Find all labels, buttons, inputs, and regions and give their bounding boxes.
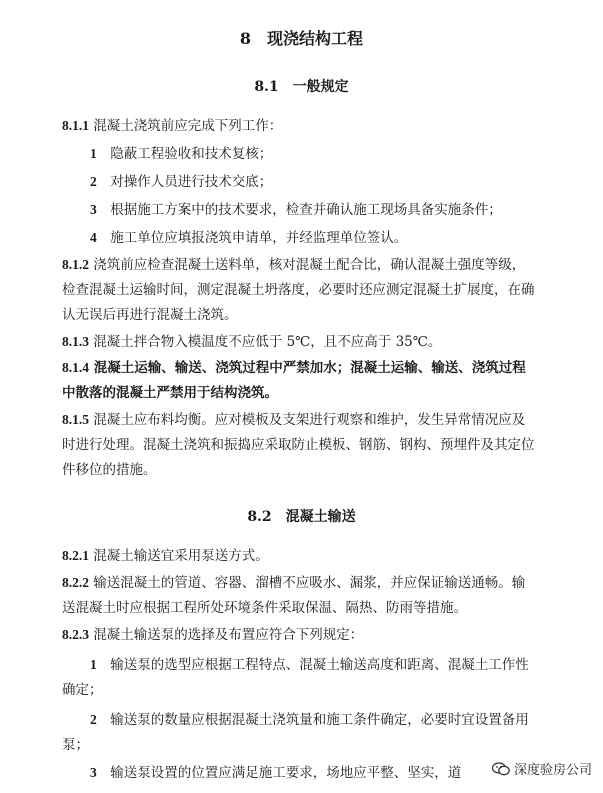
clause-text: 混凝土拌合物入模温度不应低于 5℃，且不应高于 35℃。 bbox=[93, 334, 442, 350]
clause-text: 浇筑前应检查混凝土送料单，核对混凝土配合比，确认混凝土强度等级， bbox=[93, 257, 526, 273]
item-number: 3 bbox=[90, 765, 97, 780]
wechat-icon bbox=[492, 762, 510, 776]
list-item bbox=[90, 172, 272, 192]
item-text: 隐蔽工程验收和技术复核； bbox=[110, 146, 273, 162]
clause-8-1-3 bbox=[62, 332, 441, 352]
clause-text-line: 送混凝土时应根据工程所处环境条件采取保温、隔热、防雨等措施。 bbox=[62, 600, 467, 616]
clause-8-1-4 bbox=[62, 358, 526, 378]
item-number: 4 bbox=[90, 230, 97, 245]
item-text: 输送泵的数量应根据混凝土浇筑量和施工条件确定，必要时宜设置备用 bbox=[110, 712, 529, 728]
list-item bbox=[90, 710, 529, 730]
clause-text: 输送混凝土的管道、容器、溜槽不应吸水、漏浆，并应保证输送通畅。输 bbox=[93, 575, 526, 591]
item-text: 对操作人员进行技术交底； bbox=[110, 174, 273, 190]
clause-8-1-1 bbox=[62, 116, 282, 136]
section-heading-8-2 bbox=[0, 506, 603, 526]
clause-text: 混凝土输送宜采用泵送方式。 bbox=[93, 548, 269, 564]
item-text: 根据施工方案中的技术要求，检查并确认施工现场具备实施条件； bbox=[110, 202, 502, 218]
list-item bbox=[90, 228, 407, 248]
item-text: 施工单位应填报浇筑申请单，并经监理单位签认。 bbox=[110, 230, 408, 246]
clause-8-2-2 bbox=[62, 573, 525, 593]
clause-text: 混凝土运输、输送、浇筑过程中严禁加水；混凝土运输、输送、浇筑过程 bbox=[93, 360, 526, 376]
clause-text: 混凝土应布料均衡。应对模板及支架进行观察和维护，发生异常情况应及 bbox=[93, 412, 526, 428]
clause-8-1-5 bbox=[62, 410, 525, 430]
clause-number: 8.2.2 bbox=[62, 575, 89, 590]
clause-text-line: 确定； bbox=[62, 682, 103, 698]
item-number: 1 bbox=[90, 146, 97, 161]
clause-text: 混凝土浇筑前应完成下列工作： bbox=[93, 118, 283, 134]
clause-text-line: 时进行处理。混凝土浇筑和振捣应采取防止模板、钢筋、钢构、预埋件及其定位 bbox=[62, 437, 535, 453]
clause-number: 8.1.3 bbox=[62, 334, 89, 349]
item-text: 输送泵的选型应根据工程特点、混凝土输送高度和距离、混凝土工作性 bbox=[110, 657, 529, 673]
list-item bbox=[90, 763, 461, 783]
chapter-title: 8 现浇结构工程 bbox=[239, 29, 364, 48]
clause-number: 8.1.5 bbox=[62, 412, 89, 427]
item-text: 输送泵设置的位置应满足施工要求，场地应平整、坚实，道 bbox=[110, 765, 462, 781]
clause-text-line: 中散落的混凝土严禁用于结构浇筑。 bbox=[62, 385, 278, 401]
list-item bbox=[90, 144, 272, 164]
watermark-text: 深度验房公司 bbox=[513, 763, 592, 778]
item-number: 2 bbox=[90, 712, 97, 727]
clause-number: 8.1.1 bbox=[62, 118, 89, 133]
list-item bbox=[90, 655, 529, 675]
clause-number: 8.2.1 bbox=[62, 548, 89, 563]
clause-number: 8.2.3 bbox=[62, 627, 89, 642]
item-number: 1 bbox=[90, 657, 97, 672]
clause-text-line: 认无误后再进行混凝土浇筑。 bbox=[62, 307, 238, 323]
list-item bbox=[90, 200, 502, 220]
clause-text-line: 泵； bbox=[62, 737, 89, 753]
item-number: 3 bbox=[90, 202, 97, 217]
clause-8-2-1 bbox=[62, 546, 269, 566]
section-title: 混凝土输送 bbox=[285, 509, 356, 525]
item-number: 2 bbox=[90, 174, 97, 189]
clause-number: 8.1.4 bbox=[62, 360, 89, 375]
section-number: 8.1 bbox=[254, 79, 279, 95]
clause-8-2-3 bbox=[62, 625, 363, 645]
section-heading-8-1 bbox=[0, 76, 603, 96]
watermark bbox=[489, 758, 595, 779]
section-title: 一般规定 bbox=[292, 79, 349, 95]
clause-text-line: 检查混凝土运输时间，测定混凝土坍落度，必要时还应测定混凝土扩展度，在确 bbox=[62, 282, 535, 298]
section-number: 8.2 bbox=[247, 509, 272, 525]
clause-number: 8.1.2 bbox=[62, 257, 89, 272]
clause-8-1-2 bbox=[62, 255, 525, 275]
clause-text-line: 件移位的措施。 bbox=[62, 462, 157, 478]
clause-text: 混凝土输送泵的选择及布置应符合下列规定： bbox=[93, 627, 364, 643]
